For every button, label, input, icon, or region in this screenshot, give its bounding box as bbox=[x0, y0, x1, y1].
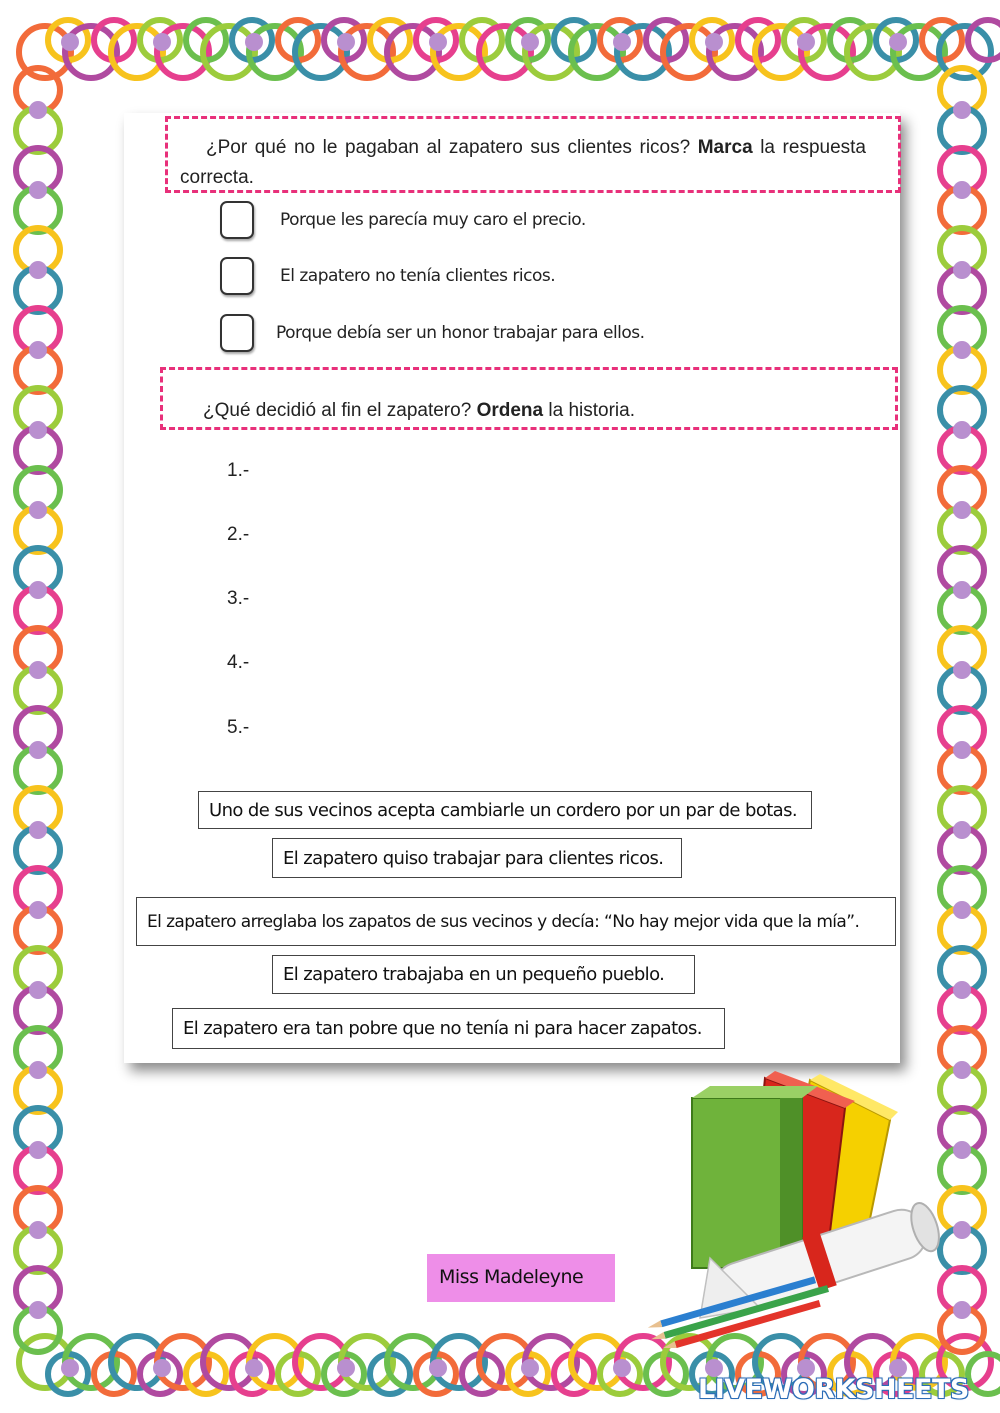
frame-dot bbox=[953, 341, 971, 359]
frame-dot bbox=[29, 581, 47, 599]
frame-dot bbox=[953, 1301, 971, 1319]
sentence-card-4[interactable]: El zapatero trabajaba en un pequeño pueblo. bbox=[272, 955, 695, 994]
option-2[interactable] bbox=[220, 255, 555, 297]
frame-dot bbox=[29, 1061, 47, 1079]
frame-dot bbox=[953, 581, 971, 599]
frame-dot bbox=[29, 261, 47, 279]
frame-ring bbox=[968, 1354, 1000, 1394]
frame-dot bbox=[29, 901, 47, 919]
frame-dot bbox=[613, 33, 631, 51]
frame-dot bbox=[889, 33, 907, 51]
frame-dot bbox=[153, 1359, 171, 1377]
question-1-line-2: correcta. bbox=[180, 167, 254, 188]
frame-dot bbox=[245, 1359, 263, 1377]
frame-dot bbox=[429, 1359, 447, 1377]
frame-dot bbox=[953, 501, 971, 519]
frame-dot bbox=[29, 181, 47, 199]
frame-dot bbox=[29, 421, 47, 439]
option-1[interactable] bbox=[220, 199, 586, 241]
frame-dot bbox=[953, 261, 971, 279]
option-1-checkbox[interactable] bbox=[220, 201, 254, 239]
books-and-pencils-illustration bbox=[640, 1068, 940, 1348]
option-2-checkbox[interactable] bbox=[220, 257, 254, 295]
frame-dot bbox=[797, 33, 815, 51]
frame-dot bbox=[953, 821, 971, 839]
option-3-label: Porque debía ser un honor trabajar para ellos. bbox=[276, 323, 645, 343]
question-1-line-1: ¿Por qué no le pagaban al zapatero sus clientes ricos? Marca la respuesta bbox=[206, 137, 866, 158]
frame-dot bbox=[953, 901, 971, 919]
sentence-card-1[interactable]: Uno de sus vecinos acepta cambiarle un cordero por un par de botas. bbox=[198, 791, 812, 829]
order-slot-1[interactable]: 1.- bbox=[227, 460, 250, 481]
sentence-card-5[interactable]: El zapatero era tan pobre que no tenía ni para hacer zapatos. bbox=[172, 1008, 725, 1049]
sentence-card-3[interactable]: El zapatero arreglaba los zapatos de sus vecinos y decía: “No hay mejor vida que la mía”. bbox=[136, 897, 896, 946]
order-slot-4[interactable]: 4.- bbox=[227, 652, 250, 673]
frame-dot bbox=[29, 101, 47, 119]
frame-dot bbox=[153, 33, 171, 51]
frame-dot bbox=[953, 1141, 971, 1159]
frame-dot bbox=[29, 1141, 47, 1159]
frame-dot bbox=[29, 981, 47, 999]
frame-dot bbox=[61, 1359, 79, 1377]
frame-dot bbox=[613, 1359, 631, 1377]
frame-dot bbox=[953, 661, 971, 679]
option-3[interactable] bbox=[220, 312, 645, 354]
frame-dot bbox=[29, 341, 47, 359]
frame-dot bbox=[29, 661, 47, 679]
option-2-label: El zapatero no tenía clientes ricos. bbox=[280, 266, 556, 286]
frame-dot bbox=[29, 741, 47, 759]
frame-dot bbox=[245, 33, 263, 51]
frame-dot bbox=[429, 33, 447, 51]
question-1-box bbox=[165, 116, 901, 193]
order-slot-5[interactable]: 5.- bbox=[227, 717, 250, 738]
frame-dot bbox=[29, 821, 47, 839]
liveworksheets-watermark: LIVEWORKSHEETS bbox=[698, 1374, 969, 1405]
option-1-label: Porque les parecía muy caro el precio. bbox=[280, 210, 586, 230]
order-slot-2[interactable]: 2.- bbox=[227, 524, 250, 545]
order-slot-3[interactable]: 3.- bbox=[227, 588, 250, 609]
frame-dot bbox=[29, 501, 47, 519]
frame-dot bbox=[337, 33, 355, 51]
sentence-card-2[interactable]: El zapatero quiso trabajar para clientes ricos. bbox=[272, 838, 682, 878]
frame-dot bbox=[953, 1221, 971, 1239]
frame-dot bbox=[521, 1359, 539, 1377]
frame-dot bbox=[953, 1061, 971, 1079]
author-signature: Miss Madeleyne bbox=[427, 1254, 615, 1302]
frame-dot bbox=[61, 33, 79, 51]
frame-dot bbox=[29, 1301, 47, 1319]
frame-dot bbox=[953, 101, 971, 119]
frame-dot bbox=[953, 181, 971, 199]
frame-dot bbox=[953, 741, 971, 759]
option-3-checkbox[interactable] bbox=[220, 314, 254, 352]
frame-ring bbox=[968, 20, 1000, 60]
frame-dot bbox=[337, 1359, 355, 1377]
frame-dot bbox=[521, 33, 539, 51]
frame-dot bbox=[953, 421, 971, 439]
question-2-box: ¿Qué decidió al fin el zapatero? Ordena la historia. bbox=[160, 367, 898, 430]
frame-dot bbox=[29, 1221, 47, 1239]
frame-dot bbox=[705, 33, 723, 51]
frame-dot bbox=[953, 981, 971, 999]
